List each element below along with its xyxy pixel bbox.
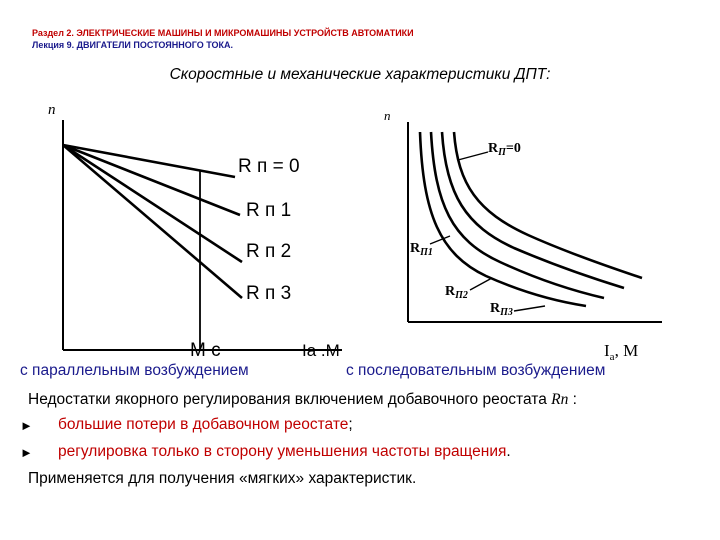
leader-rp3 [514, 306, 545, 311]
label-rp1: R п 1 [246, 200, 292, 221]
caption-parallel: с параллельным возбуждением [20, 362, 249, 379]
label-rp2: R п 2 [246, 241, 292, 262]
curve-rp3 [63, 145, 242, 298]
label-rp3: R п 3 [246, 283, 292, 304]
leader-rp0 [458, 152, 488, 160]
label-mc: M c [190, 340, 221, 361]
bullet-end-1: ; [348, 416, 353, 433]
curve-rp1 [63, 145, 240, 215]
bullet-item-1 [58, 416, 353, 434]
bullet-text-1: большие потери в добавочном реостате [58, 416, 349, 433]
series-label-rp3: $R_{П3}$ [490, 301, 513, 318]
intro-symbol: Rп [551, 391, 569, 408]
bullet-end-2: . [506, 443, 511, 460]
intro-main: Недостатки якорного регулирования включением добавочного реостата [28, 391, 547, 408]
section-header: Раздел 2. ЭЛЕКТРИЧЕСКИЕ МАШИНЫ И МИКРОМАШИНЫ УСТРОЙСТВ АВТОМАТИКИ [32, 28, 414, 38]
triangle-right-icon: ► [20, 418, 33, 433]
series-label-rp1: $R_{П1}$ [410, 241, 433, 258]
bullet-text-2: регулировка только в сторону уменьшения частоты вращения [58, 443, 507, 460]
series-label-rp2: $R_{П2}$ [445, 284, 468, 301]
series-label-rp0: $R_П=0$ [488, 141, 521, 158]
left-y-label: n [48, 102, 56, 118]
bullet-item-2 [58, 443, 511, 461]
series-curve-rp1 [442, 132, 624, 288]
slide-title: Скоростные и механические характеристики ДПТ: [169, 66, 551, 83]
lecture-header: Лекция 9. ДВИГАТЕЛИ ПОСТОЯННОГО ТОКА. [32, 40, 234, 50]
leader-rp2 [470, 278, 492, 290]
triangle-right-icon: ► [20, 445, 33, 460]
right-x-label: $I_a$, M [604, 341, 639, 363]
right-y-label: n [384, 108, 391, 123]
label-rp0: R п = 0 [238, 156, 300, 177]
label-ia-m: Ia .M [302, 341, 340, 360]
intro-end: : [572, 391, 577, 408]
caption-series: с последовательным возбуждением [346, 362, 606, 379]
intro-text [28, 391, 577, 409]
conclusion-text: Применяется для получения «мягких» характеристик. [28, 470, 417, 487]
